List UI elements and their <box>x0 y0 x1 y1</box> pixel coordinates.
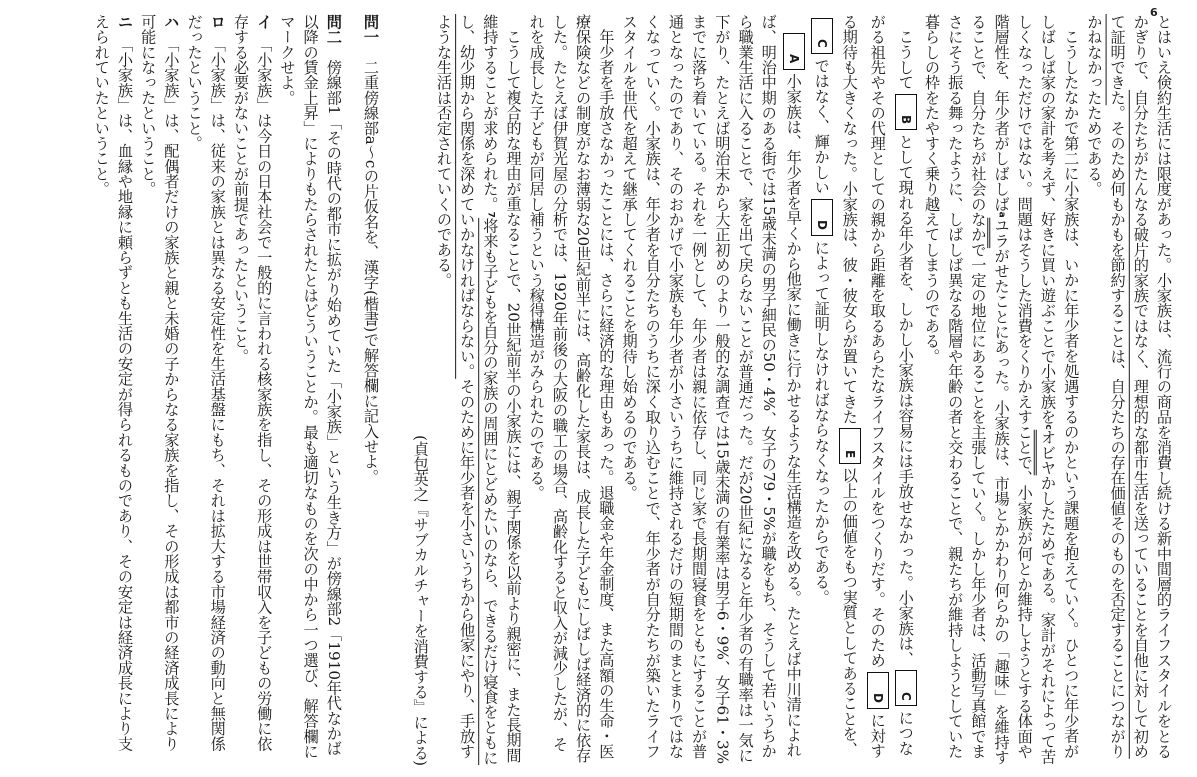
paragraph-3 <box>808 14 920 766</box>
choice-ni <box>90 14 136 766</box>
choice-ro <box>182 14 228 766</box>
choice-label: ロ <box>208 14 227 30</box>
blank-box-d: D <box>867 672 889 709</box>
citation: (貞包英之『サブカルチャーを消費する』による) <box>411 434 430 766</box>
katakana-c: オビヤ <box>1038 429 1057 476</box>
question-2 <box>275 14 345 766</box>
choice-i <box>229 14 275 766</box>
choice-text: 「小家族」は、血縁や地縁に頼らずとも生活の安定が得られるものであり、その安定は経済成長により支えられていたということ。 <box>92 14 134 752</box>
underlined-passage-7: 将来も子どもを自分の家族の周囲にとどめたいのなら、できるだけ寝食をともにし、幼少期から関係を深めていかなければならない。 <box>458 14 500 766</box>
blank-box-c-2: C <box>811 18 833 54</box>
text-span: ではなく、輝かしい <box>812 58 831 195</box>
text-span: こうして複合的な理由が重なることで、20世紀前半の小家族には、親子関係を以前より親密に、また長期間維持することが求められた。 <box>481 14 523 763</box>
text-span: がせたことにあった。小家族は、市場とかかわり何らかの「趣味」を維持することで、自分たちが社会のなかで一定の地位にあることを主張していく。しかし年少者は、活動写真館でまさにそう振る舞ったように、しばしば異なる階層や年齢の者と交わることで、親たちが維持しようとしていた暮らしの枠をたやすく乗り越えてしまうのである。 <box>922 14 1011 765</box>
text-span: とはいえ倹約生活には限度があった。小家族は、流行の商品を消費し続ける新中間層的ライフスタイルをとるかぎりで、 <box>1131 14 1173 759</box>
text-span: こうしたなかで第二に小家族は、いかに年少者を処遇するのかという課題を抱えていく。ひとつに年少者がしばしば家の家計を考えず、好きに買い遊ぶことで小家族を <box>1038 14 1081 759</box>
blank-box-e: E <box>839 428 861 463</box>
question-1-text: 二重傍線部a〜cの片仮名を、漢字(楷書)で解答欄に記入せよ。 <box>362 59 380 485</box>
blank-box-b: B <box>895 94 917 130</box>
choice-text: 「小家族」は、従来の家族とは異なる安定性を生活基盤にもち、それは拡大する市場経済の動向と無関係だったということ。 <box>185 14 227 752</box>
text-span: として現れる年少者を、しかし小家族は容易には手放せなかった。小家族は、 <box>896 134 915 667</box>
text-span: 。そのため何もかもを節約することは、自分たちの存在価値そのものを否定することにつながりかねなかったためである。 <box>1085 14 1127 759</box>
underlined-passage-1: 自分たちがたんなる破片的家族ではなく、理想的な都市生活を送っていることを自他に対して初めて証明できた <box>1108 14 1150 759</box>
paragraph-5 <box>525 14 618 766</box>
blank-box-c: C <box>895 670 917 706</box>
text-span: 年少者を手放さなかったことには、さらに経済的な理由もあった。退職金や年金制度、また高額の生命・医療保険などの制度がなお薄弱な20世紀前半には、高齢化した家長は、成長した子どもにしばしば経済的に依存した。たとえば伊賀光屋の分析では、1920年前後の大阪の職工の場合、高齢化すると収入が減少したが、それを成長した子どもが同居し補うという稼得構造がみられたのである。 <box>527 14 616 763</box>
page-number: 6 <box>1150 6 1158 19</box>
blank-box-d-2: D <box>811 199 833 236</box>
text-span: につながる祖先やその代理としての親から距離を取るあらたなライフスタイルをつくりだす。そのため <box>868 14 915 756</box>
question-1 <box>359 14 382 766</box>
text-span: によって証明しなければならなくなったからである。 <box>812 239 831 605</box>
text-span: そのために年少者を小さいうちから他家にやり、手放すような生活は否定されていくのである。 <box>434 14 477 759</box>
spacer <box>345 14 359 766</box>
paragraph-1 <box>1082 14 1175 766</box>
questions <box>12 14 382 766</box>
passage <box>395 14 1175 766</box>
paragraph-6 <box>432 14 525 766</box>
text-span: こうして <box>896 29 915 90</box>
paragraph-4 <box>617 14 807 766</box>
text-span: かしたためである。家計がそれによって苦しくなっただけではない。問題はそうした消費をくりかえすことで、小家族が何とか維持しようとする体面や階層性を、年少者がしばしば <box>992 14 1057 765</box>
text-span: 以上の価値をもつ実質としてあることを、 <box>840 467 859 757</box>
underline-marker-7: 7 <box>485 211 496 218</box>
choice-text: 「小家族」は、配偶者だけの家族と親と未婚の子からなる家族を指し、その形成は都市の経済成長により可能になったということ。 <box>139 14 181 752</box>
mark-c: c <box>1042 424 1053 430</box>
choice-label: イ <box>255 14 274 30</box>
mark-a: a <box>996 211 1007 218</box>
question-1-number: 問一 <box>362 14 380 45</box>
question-2-text: 傍線部1「その時代の都市に拡がり始めていた「小家族」という生き方」が傍線部2「1910年代なかば以降の賃金上昇」によりもたらされたとはどういうことか。最も適切なものを次の中から一つ選び、解答欄にマークせよ。 <box>278 14 343 759</box>
paragraph-2 <box>920 14 1082 766</box>
blank-box-a: A <box>783 33 805 69</box>
text-span: に対する期待も大きくなった。小家族は、彼・彼女らが置いてきた <box>840 14 887 759</box>
choice-ha <box>136 14 182 766</box>
katakana-a: ユラ <box>992 217 1011 249</box>
choice-label: ニ <box>115 14 134 30</box>
choice-text: 「小家族」は今日の日本社会で一般的に言われる核家族を指し、その形成は世帯収入を子どもの労働に依存する必要がないことが前提であったということ。 <box>231 14 274 752</box>
text-span: 小家族は、年少者を早くから他家に働きに行かせるような生活構造を改める。たとえば中川清によれば、明治中期のある街では15歳未満の男子細民の50・4%、女子の79・5%が職をもち、そうして若いうちから職業生活に入ることで、家を出て戻らないことが普通だった。だが20世紀になると年少者の有職率は一気に下がり、たとえば明治末から大正初めのより一般的な調査では15歳未満の有業率は男子6・9%、女子61・3%までに落ち着いている。それを一例として、年少者は親に依存し、同じ家で長期間寝食をともにすることが普通となったのであり、そのおかげで小家族も年少者が小さいうちに維持されるだけの短期間のまとまりではなくなっていく。小家族は、年少者を自分たちのうちに深く取り込むことで、年少者が自分たちが築いたライフスタイルを世代を超えて継承してくれることを期待し始めるのである。 <box>620 14 803 765</box>
question-2-number: 問二 <box>324 14 343 45</box>
choice-label: ハ <box>162 14 181 30</box>
